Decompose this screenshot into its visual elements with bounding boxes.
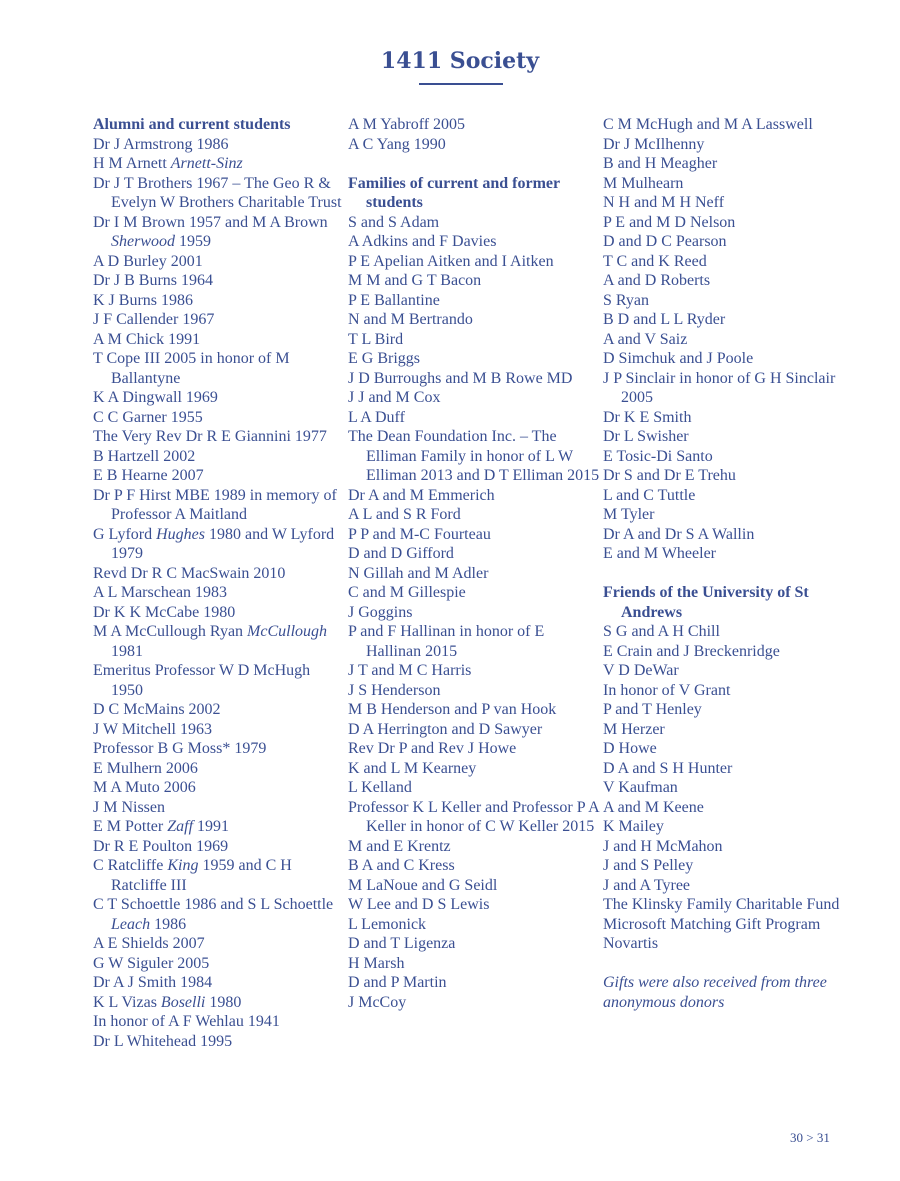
- donor-name: Dr S and Dr E Trehu: [603, 467, 736, 484]
- maiden-name: King: [167, 857, 199, 874]
- donor-entry: [93, 856, 343, 895]
- donor-entry: [348, 408, 600, 428]
- donor-entry: [603, 252, 858, 272]
- donor-name-suffix: 1991: [193, 818, 230, 835]
- donor-name: D A Herrington and D Sawyer: [348, 720, 543, 738]
- donor-entry: [93, 252, 343, 272]
- donor-entry: [603, 544, 858, 564]
- donor-entry: [93, 1032, 343, 1052]
- maiden-name: Zaff: [167, 818, 194, 835]
- donor-name: K J Burns 1986: [93, 291, 194, 309]
- donor-name: N Gillah and M Adler: [348, 564, 489, 582]
- donor-name: E Mulhern 2006: [93, 759, 198, 777]
- donor-entry: [93, 798, 343, 818]
- donor-entry: [348, 622, 600, 661]
- donor-entry: [348, 544, 600, 564]
- donor-entry: [348, 213, 600, 233]
- donor-entry: [93, 310, 343, 330]
- donor-entry: [93, 837, 343, 857]
- donor-entry: [603, 778, 858, 798]
- donor-name: J T and M C Harris: [348, 662, 472, 679]
- section-heading: Families of current and former students: [348, 174, 560, 211]
- donor-name: C M McHugh and M A Lasswell: [603, 116, 813, 133]
- maiden-name: Hughes: [156, 525, 205, 543]
- donor-entry: [603, 661, 858, 681]
- donor-name: K and L M Kearney: [348, 759, 477, 777]
- donor-entry: [93, 271, 343, 291]
- donor-name: E G Briggs: [348, 350, 420, 367]
- donor-name: A L and S R Ford: [348, 506, 461, 523]
- donor-entry: [348, 915, 600, 935]
- donor-name: The Klinsky Family Charitable Fund: [603, 896, 840, 913]
- donor-entry: [348, 856, 600, 876]
- donor-entry: [93, 934, 343, 954]
- donor-name: A M Chick 1991: [93, 330, 201, 348]
- donor-entry: [93, 603, 343, 623]
- donor-name: Dr R E Poulton 1969: [93, 837, 229, 855]
- donor-name: D and T Ligenza: [348, 935, 456, 952]
- donor-entry: [603, 681, 858, 701]
- donor-name: Dr K K McCabe 1980: [93, 603, 236, 621]
- donor-name: Dr J B Burns 1964: [93, 272, 214, 289]
- donor-name: Dr A and M Emmerich: [348, 486, 495, 504]
- section-heading: Alumni and current students: [93, 116, 291, 133]
- donor-name: N H and M H Neff: [603, 194, 725, 211]
- donor-entry: [93, 291, 343, 311]
- donor-entry: [348, 525, 600, 545]
- donor-entry: [348, 505, 600, 525]
- donor-name: D C McMains 2002: [93, 701, 221, 718]
- donor-entry: [603, 174, 858, 194]
- column-alumni: [93, 115, 343, 1051]
- donor-name: A and V Saiz: [603, 330, 688, 348]
- donor-name: S and S Adam: [348, 213, 440, 231]
- donor-entry: [93, 739, 343, 759]
- donor-name: T C and K Reed: [603, 252, 707, 270]
- donor-name: E Crain and J Breckenridge: [603, 642, 780, 660]
- donor-name: Professor B G Moss* 1979: [93, 740, 267, 757]
- donor-name: Rev Dr P and Rev J Howe: [348, 740, 517, 757]
- donor-entry: [348, 973, 600, 993]
- donor-name-suffix: 1959: [175, 233, 211, 250]
- donor-entry: [348, 681, 600, 701]
- donor-name: M M and G T Bacon: [348, 272, 482, 289]
- donor-entry: [348, 837, 600, 857]
- donor-entry: [603, 739, 858, 759]
- donor-entry: [348, 583, 600, 603]
- donor-name: J McCoy: [348, 993, 407, 1011]
- donor-name: Dr I M Brown 1957 and M A Brown: [93, 213, 328, 231]
- donor-name: A Adkins and F Davies: [348, 233, 497, 250]
- donor-entry: [93, 174, 343, 213]
- spacer: [603, 564, 858, 584]
- donor-name: The Dean Foundation Inc. – The Elliman Family in honor of L W Elliman 2013 and D T Elliman 2015: [348, 428, 600, 484]
- donor-entry: [93, 447, 343, 467]
- donor-entry: [603, 817, 858, 837]
- donor-entry: [348, 934, 600, 954]
- donor-entry: [348, 135, 600, 155]
- donor-entry: [93, 895, 343, 934]
- donor-name: J M Nissen: [93, 798, 166, 816]
- donor-entry: [603, 700, 858, 720]
- donor-entry: [603, 369, 858, 408]
- donor-entry: [603, 408, 858, 428]
- donor-name: J and S Pelley: [603, 857, 694, 874]
- donor-name: C Ratcliffe: [93, 857, 164, 874]
- donor-entry: [603, 856, 858, 876]
- donor-entry: [603, 447, 858, 467]
- donor-name: Dr P F Hirst MBE 1989 in memory of Professor A Maitland: [93, 486, 337, 523]
- donor-name: J P Sinclair in honor of G H Sinclair 2005: [603, 369, 836, 406]
- donor-name-suffix: 1959 and C H Ratcliffe III: [111, 857, 292, 894]
- donor-name: A L Marschean 1983: [93, 584, 228, 601]
- donor-entry: [348, 778, 600, 798]
- donor-entry: [603, 310, 858, 330]
- donor-name: N and M Bertrando: [348, 311, 473, 328]
- donor-name: A M Yabroff 2005: [348, 116, 466, 133]
- donor-name: M Mulhearn: [603, 174, 684, 192]
- donor-entry: [603, 837, 858, 857]
- donor-entry: [93, 466, 343, 486]
- donor-entry: [93, 154, 343, 174]
- maiden-name: McCullough: [247, 623, 328, 640]
- donor-entry: [348, 349, 600, 369]
- donor-entry: [348, 564, 600, 584]
- donor-entry: [348, 291, 600, 311]
- donor-entry: [348, 252, 600, 272]
- donor-name: A and M Keene: [603, 798, 704, 816]
- donor-entry: [348, 759, 600, 779]
- donor-entry: [93, 622, 343, 661]
- donor-entry: [348, 369, 600, 389]
- donor-name: H Marsh: [348, 954, 405, 972]
- donor-entry: [93, 564, 343, 584]
- donor-name: J F Callender 1967: [93, 311, 215, 328]
- maiden-name: Leach: [111, 915, 151, 933]
- donor-entry: [348, 661, 600, 681]
- donor-entry: [93, 954, 343, 974]
- donor-name: L Lemonick: [348, 915, 427, 933]
- donor-name: Dr J Armstrong 1986: [93, 135, 229, 153]
- donor-name: S Ryan: [603, 291, 650, 309]
- donor-entry: [603, 798, 858, 818]
- donor-entry: [603, 895, 858, 915]
- page-title: 1411 Society: [380, 48, 540, 74]
- donor-entry: [348, 486, 600, 506]
- donor-entry: [603, 759, 858, 779]
- donor-entry: [603, 915, 858, 935]
- page-number: 30 > 31: [790, 1130, 830, 1145]
- donor-name: B A and C Kress: [348, 857, 455, 874]
- donor-name-suffix: 1980 and W Lyford 1979: [111, 525, 335, 562]
- donor-name: D Howe: [603, 740, 657, 757]
- donor-name: J and H McMahon: [603, 837, 723, 855]
- donor-name: Revd Dr R C MacSwain 2010: [93, 564, 286, 582]
- donor-entry: [348, 330, 600, 350]
- donor-entry: [348, 700, 600, 720]
- donor-name: M LaNoue and G Seidl: [348, 876, 498, 894]
- donor-entry: [603, 271, 858, 291]
- donor-name: K A Dingwall 1969: [93, 389, 218, 406]
- donor-name: E B Hearne 2007: [93, 467, 204, 484]
- donor-name: L Kelland: [348, 779, 412, 796]
- donor-entry: [603, 505, 858, 525]
- donor-entry: [348, 427, 600, 486]
- donor-entry: [603, 193, 858, 213]
- donor-entry: [93, 1012, 343, 1032]
- donor-name: Dr L Whitehead 1995: [93, 1032, 233, 1050]
- donor-name: Dr A J Smith 1984: [93, 974, 213, 991]
- donor-entry: [348, 603, 600, 623]
- donor-entry: [603, 876, 858, 896]
- donor-name: Professor K L Keller and Professor P A Keller in honor of C W Keller 2015: [348, 798, 599, 835]
- donor-name: D and P Martin: [348, 974, 447, 991]
- maiden-name: Arnett-Sinz: [170, 155, 243, 172]
- donor-name: W Lee and D S Lewis: [348, 896, 490, 913]
- donor-name: D A and S H Hunter: [603, 759, 733, 777]
- donor-name: Novartis: [603, 935, 659, 952]
- donor-entry: [93, 661, 343, 700]
- section-heading: Friends of the University of St Andrews: [603, 584, 809, 621]
- donor-entry: [93, 427, 343, 447]
- donor-name: P E and M D Nelson: [603, 213, 736, 231]
- donor-name: In honor of V Grant: [603, 681, 731, 699]
- donor-entry: [348, 895, 600, 915]
- donor-name: C and M Gillespie: [348, 584, 466, 601]
- donor-name: T Cope III 2005 in honor of M Ballantyne: [93, 350, 290, 387]
- donor-name: V Kaufman: [603, 779, 678, 796]
- donor-name: B Hartzell 2002: [93, 447, 196, 465]
- donor-entry: [93, 213, 343, 252]
- donor-name: J and A Tyree: [603, 876, 691, 894]
- donor-name: S G and A H Chill: [603, 623, 720, 640]
- maiden-name: Sherwood: [111, 233, 175, 250]
- donor-entry: [348, 739, 600, 759]
- anonymous-donors-note: Gifts were also received from three anonymous donors: [603, 974, 827, 1011]
- donor-entry: [603, 720, 858, 740]
- donor-name: J S Henderson: [348, 681, 441, 699]
- donor-name: B and H Meagher: [603, 155, 718, 172]
- donor-name: A and D Roberts: [603, 272, 711, 289]
- donor-entry: [348, 876, 600, 896]
- donor-entry: [93, 408, 343, 428]
- donor-entry: [93, 349, 343, 388]
- donor-entry: [93, 720, 343, 740]
- column-friends: [603, 115, 858, 1012]
- donor-entry: [93, 817, 343, 837]
- donor-entry: [93, 759, 343, 779]
- donor-name: A E Shields 2007: [93, 935, 205, 952]
- donor-entry: [348, 954, 600, 974]
- donor-entry: [603, 466, 858, 486]
- donor-name: The Very Rev Dr R E Giannini 1977: [93, 428, 327, 445]
- donor-entry: [93, 583, 343, 603]
- donor-name: L and C Tuttle: [603, 486, 696, 504]
- donor-entry: [603, 213, 858, 233]
- donor-name: D Simchuk and J Poole: [603, 350, 754, 367]
- donor-entry: [603, 427, 858, 447]
- donor-name: G W Siguler 2005: [93, 954, 210, 972]
- donor-name: J W Mitchell 1963: [93, 720, 212, 738]
- spacer: [603, 954, 858, 974]
- donor-entry: [603, 330, 858, 350]
- donor-entry: [603, 525, 858, 545]
- donor-entry: [603, 934, 858, 954]
- maiden-name: Boselli: [160, 993, 206, 1011]
- donor-name: In honor of A F Wehlau 1941: [93, 1013, 280, 1030]
- donor-name-suffix: 1980: [205, 993, 242, 1011]
- donor-name: K Mailey: [603, 818, 664, 835]
- donor-entry: [93, 135, 343, 155]
- donor-name: T L Bird: [348, 330, 404, 348]
- donor-entry: [603, 115, 858, 135]
- donor-name: B D and L L Ryder: [603, 311, 726, 328]
- donor-entry: [93, 778, 343, 798]
- donor-name: L A Duff: [348, 408, 405, 426]
- donor-entry: [93, 700, 343, 720]
- donor-name-suffix: 1981: [111, 642, 143, 660]
- donor-name: V D DeWar: [603, 662, 679, 679]
- donor-name: Dr J McIlhenny: [603, 135, 705, 153]
- donor-name: P P and M-C Fourteau: [348, 525, 491, 543]
- donor-entry: [348, 271, 600, 291]
- donor-name: C C Garner 1955: [93, 408, 203, 426]
- donor-entry: [603, 349, 858, 369]
- donor-entry: [348, 388, 600, 408]
- donor-entry: [93, 993, 343, 1013]
- donor-name: G Lyford: [93, 525, 153, 543]
- donor-name: J Goggins: [348, 603, 413, 621]
- donor-name: A D Burley 2001: [93, 252, 203, 270]
- donor-entry: [348, 993, 600, 1013]
- donor-name: E and M Wheeler: [603, 545, 716, 562]
- column-families: [348, 115, 600, 1012]
- donor-name: E M Potter: [93, 818, 164, 835]
- donor-name: A C Yang 1990: [348, 135, 446, 153]
- donor-entry: [603, 135, 858, 155]
- donor-name: K L Vizas: [93, 993, 157, 1011]
- donor-entry: [348, 115, 600, 135]
- donor-name: M A Muto 2006: [93, 779, 196, 796]
- donor-name: M B Henderson and P van Hook: [348, 701, 557, 718]
- donor-entry: [603, 622, 858, 642]
- donor-name-suffix: 1986: [150, 915, 187, 933]
- donor-entry: [93, 973, 343, 993]
- donor-entry: [603, 291, 858, 311]
- donor-entry: [348, 720, 600, 740]
- donor-name: Emeritus Professor W D McHugh 1950: [93, 662, 311, 699]
- donor-name: C T Schoettle 1986 and S L Schoettle: [93, 896, 334, 913]
- donor-entry: [348, 798, 600, 837]
- donor-entry: [603, 642, 858, 662]
- donor-name: Dr L Swisher: [603, 428, 689, 445]
- donor-name: P and F Hallinan in honor of E Hallinan 2015: [348, 623, 545, 660]
- donor-name: Dr A and Dr S A Wallin: [603, 525, 755, 543]
- donor-entry: [603, 486, 858, 506]
- donor-entry: [93, 486, 343, 525]
- donor-name: P and T Henley: [603, 701, 702, 718]
- donor-name: Dr J T Brothers 1967 – The Geo R & Evelyn W Brothers Charitable Trust: [93, 174, 342, 211]
- donor-name: J J and M Cox: [348, 389, 441, 406]
- donor-name: D and D Gifford: [348, 545, 454, 562]
- donor-name: J D Burroughs and M B Rowe MD: [348, 369, 573, 387]
- donor-name: E Tosic-Di Santo: [603, 447, 713, 465]
- donor-name: M Tyler: [603, 506, 655, 523]
- donor-entry: [348, 232, 600, 252]
- donor-entry: [93, 525, 343, 564]
- donor-entry: [348, 310, 600, 330]
- donor-name: Dr K E Smith: [603, 408, 692, 426]
- donor-name: P E Apelian Aitken and I Aitken: [348, 252, 554, 270]
- donor-entry: [93, 388, 343, 408]
- donor-name: M and E Krentz: [348, 837, 451, 855]
- title-underline: [419, 83, 503, 85]
- spacer: [348, 154, 600, 174]
- donor-name: M A McCullough Ryan: [93, 623, 244, 640]
- donor-name: Microsoft Matching Gift Program: [603, 915, 821, 933]
- donor-name: D and D C Pearson: [603, 233, 727, 250]
- donor-name: M Herzer: [603, 720, 665, 738]
- donor-entry: [93, 330, 343, 350]
- donor-entry: [603, 232, 858, 252]
- donor-entry: [603, 154, 858, 174]
- donor-name: P E Ballantine: [348, 291, 440, 309]
- donor-name: H M Arnett: [93, 155, 167, 172]
